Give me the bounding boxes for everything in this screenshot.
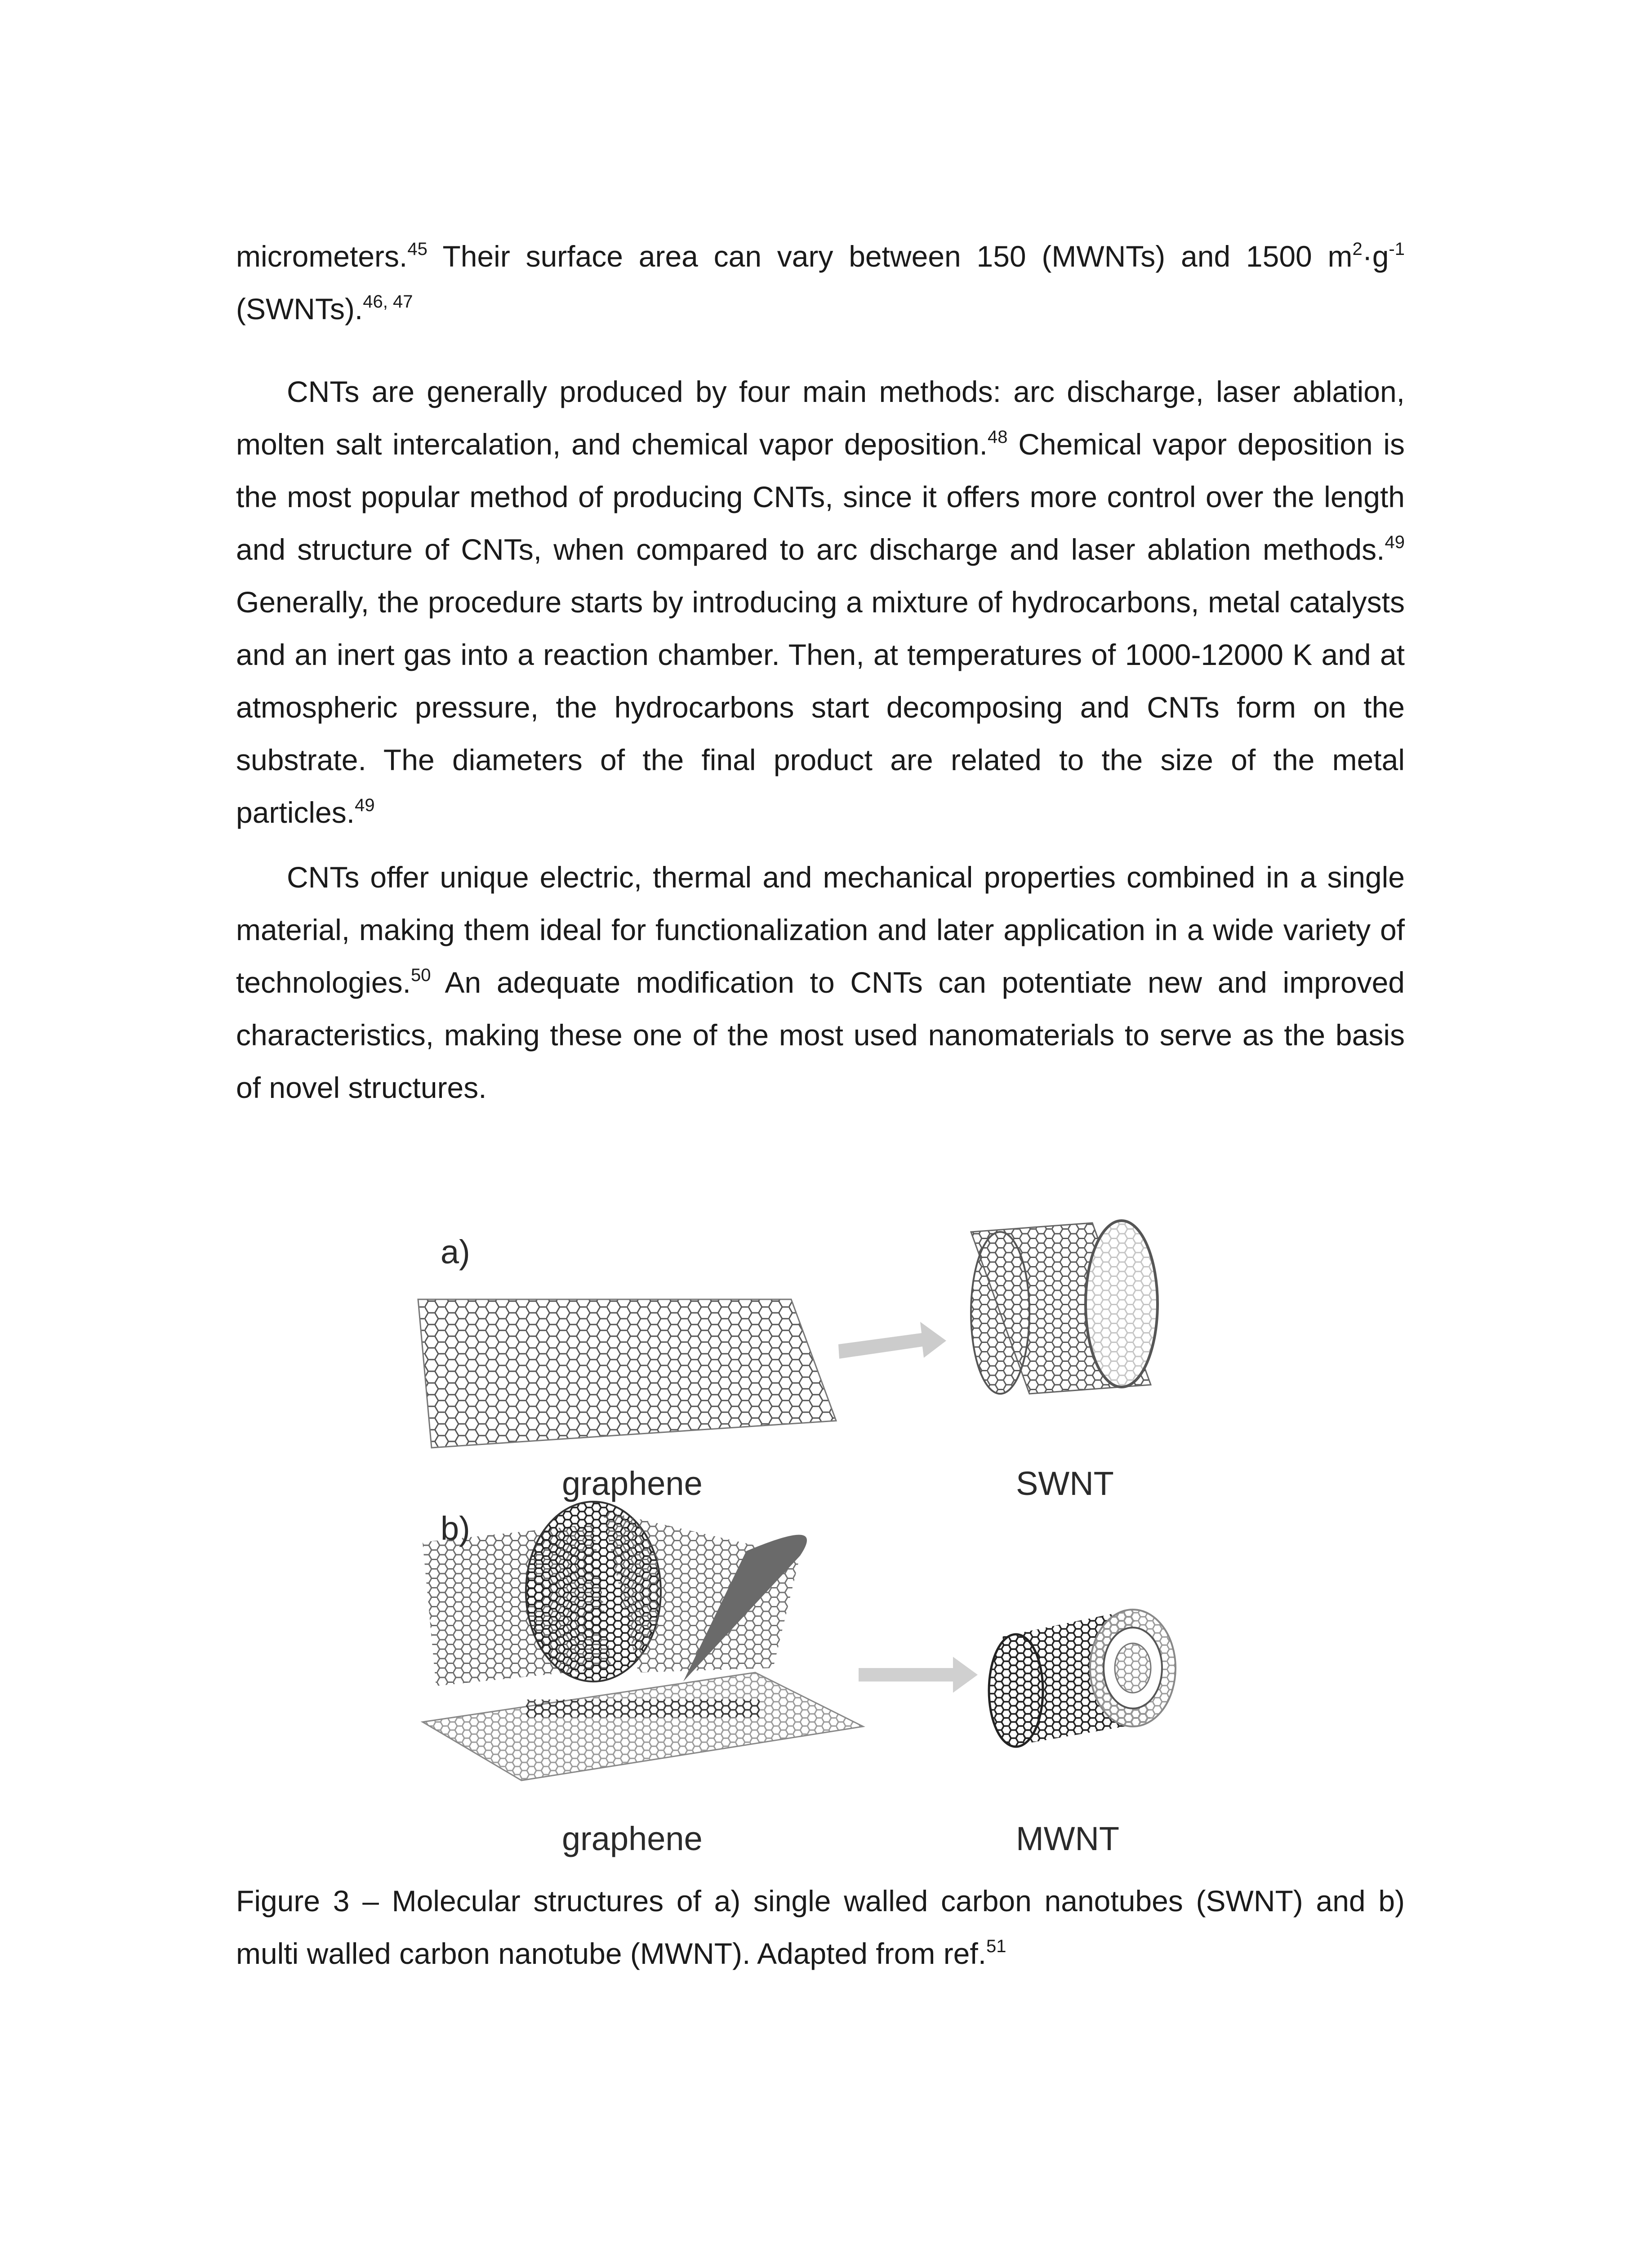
mwnt-tube: [989, 1610, 1176, 1747]
panel-label-a: a): [441, 1233, 470, 1271]
caption-text: Figure 3 – Molecular structures of a) single walled carbon nanotubes (SWNT) and b) multi walled carbon nanotube (MWNT). Adapted from ref.: [236, 1884, 1405, 1970]
label-graphene-b: graphene: [562, 1820, 703, 1857]
citation-ref: 45: [407, 239, 427, 259]
citation-ref: 49: [1385, 532, 1405, 552]
figure-illustration: [405, 1196, 1259, 1875]
paragraph-text: Generally, the procedure starts by introducing a mixture of hydrocarbons, metal catalysts and an inert gas into a reaction chamber. Then, at temperatures of 1000-12000 K and at atmospheric pressure, the hydrocarbons start decomposing and CNTs form on the substrate. The diameters of the final product are related to the size of the metal particles.: [236, 585, 1405, 829]
paragraph-production-methods: [236, 366, 1405, 839]
paragraph-text: CNTs are generally produced by four main methods: arc discharge, laser ablation, molten salt intercalation, and chemical vapor deposition.: [236, 375, 1405, 461]
paragraph-text: CNTs offer unique electric, thermal and mechanical properties combined in a single material, making them ideal for functionalization and later application in a wide variety of technologies.: [236, 861, 1405, 999]
paragraph-text: micrometers.: [236, 240, 408, 273]
label-graphene-a: graphene: [562, 1465, 703, 1502]
citation-ref: 46, 47: [363, 292, 413, 312]
paragraph-text: ·g: [1362, 240, 1389, 273]
graphene-sheet-a: [418, 1299, 836, 1448]
label-mwnt: MWNT: [1016, 1820, 1120, 1857]
paragraph-text: (SWNTs).: [236, 292, 363, 326]
paragraph-text: Their surface area can vary between 150 (MWNTs) and 1500 m: [427, 240, 1353, 273]
paragraph-text: An adequate modification to CNTs can potentiate new and improved characteristics, making these one of the most used nanomaterials to serve as the basis of novel structures.: [236, 966, 1405, 1104]
citation-ref: 49: [355, 795, 375, 815]
citation-ref: 48: [988, 427, 1008, 447]
paragraph-text: Chemical vapor deposition is the most popular method of producing CNTs, since it offers more control over the length and structure of CNTs, when compared to arc discharge and laser ablation methods.: [236, 428, 1405, 566]
swnt-tube: [971, 1221, 1158, 1394]
superscript-exponent: 2: [1352, 239, 1363, 259]
panel-label-b: b): [441, 1510, 470, 1547]
citation-ref: 50: [410, 965, 431, 985]
citation-ref: 51: [986, 1936, 1006, 1956]
arrow-graphene-to-mwnt: [859, 1657, 978, 1693]
graphene-sheet-b: [423, 1673, 863, 1780]
label-swnt: SWNT: [1016, 1465, 1114, 1502]
figure-cnt-structures: [405, 1196, 1259, 1875]
paragraph-properties: [236, 851, 1405, 1114]
figure-caption: [236, 1875, 1405, 1980]
paragraph-surface-area: [236, 230, 1405, 335]
arrow-graphene-to-swnt: [838, 1322, 946, 1359]
superscript-exponent: -1: [1389, 239, 1405, 259]
